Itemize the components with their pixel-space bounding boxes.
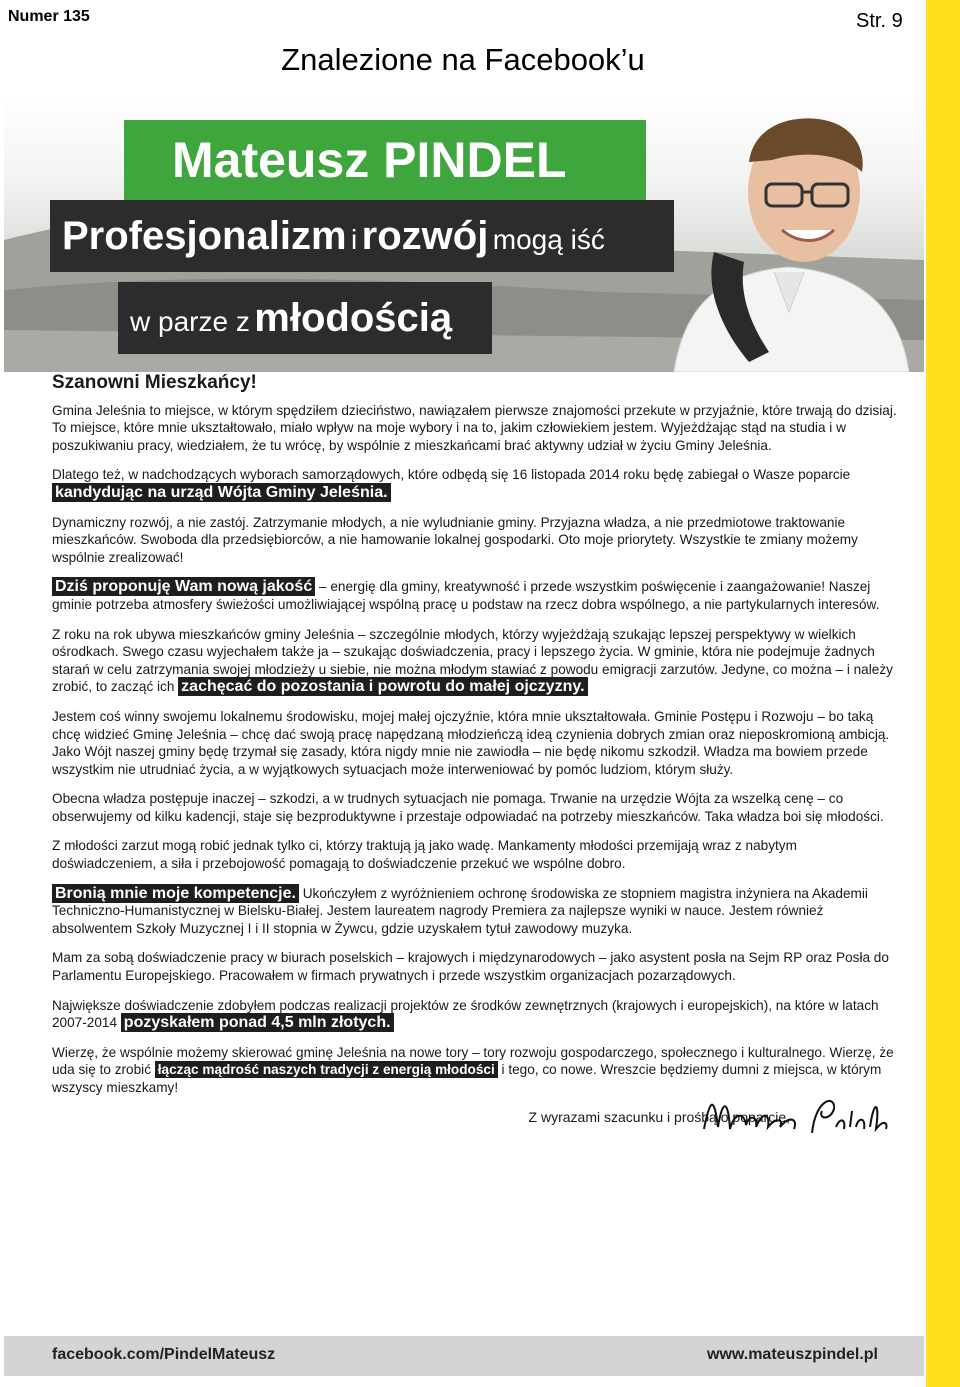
slogan-word-i: i xyxy=(350,224,358,255)
highlight-new-quality: Dziś proponuję Wam nową jakość xyxy=(52,577,315,596)
letter-greeting: Szanowni Mieszkańcy! xyxy=(52,372,257,393)
slogan-phrase-can-go: mogą iść xyxy=(492,224,605,255)
slogan-word-youth: młodością xyxy=(254,296,453,340)
paragraph-9-text: Ukończyłem z wyróżnieniem ochronę środowiska ze stopniem magistra inżyniera na Akademii Techniczno-Humanistycznej w Bielsku-Białej. Jestem laureatem nagrody Premiera za najlepsze wyniki w nauce. Jestem również absolwentem Szkoły Muzycznej I i II stopnia w Żywcu, gdzie uzyskałem tytuł zawodowy muzyka. xyxy=(52,885,868,936)
signoff-text: Z wyrazami szacunku i prośbą o poparcie, xyxy=(528,1108,790,1125)
slogan-line-2 xyxy=(118,282,492,354)
candidate-name-banner: Mateusz PINDEL xyxy=(124,120,646,200)
paragraph-1: Gmina Jeleśnia to miejsce, w którym spędziłem dzieciństwo, nawiązałem pierwsze znajomości przekute w przyjaźnie, które trwają do dzisiaj. To miejsce, które mnie ukształtowało, miało wpływ na moje wybory i na to, jakim człowiekiem jestem. Wyjeżdżając stąd na studia i w poszukiwaniu pracy, wiedziałem, że tu wrócę, by wspólnie z mieszkańcami brać aktywny udział w życiu Gminy Jeleśnia. xyxy=(52,402,897,453)
slogan-line-1 xyxy=(50,200,674,272)
website-link[interactable]: www.mateuszpindel.pl xyxy=(707,1346,878,1363)
highlight-encourage-return: zachęcać do pozostania i powrotu do małej ojczyzny. xyxy=(178,677,587,696)
paragraph-10: Mam za sobą doświadczenie pracy w biurach poselskich – krajowych i międzynarodowych – jako asystent posła na Sejm RP oraz Posła do Parlamentu Europejskiego. Pracowałem w firmach prywatnych i przede wszystkim organizacjach pozarządowych. xyxy=(52,950,889,984)
slogan-phrase-together-with: w parze z xyxy=(130,306,250,337)
paragraph-2 xyxy=(52,466,900,501)
paragraph-2-text: Dlatego też, w nadchodzących wyborach samorządowych, które odbędą się 16 listopada 2014 roku będę zabiegał o Wasze poparcie xyxy=(52,467,851,483)
highlight-funding: pozyskałem ponad 4,5 mln złotych. xyxy=(121,1013,394,1032)
highlight-tradition-energy: łącząc mądrość naszych tradycji z energią młodości xyxy=(155,1061,498,1078)
side-accent-bar xyxy=(926,0,960,1387)
page-headline: Znalezione na Facebook’u xyxy=(281,42,645,77)
letter-body xyxy=(52,374,900,1126)
paragraph-4-text: – energię dla gminy, kreatywność i przede wszystkim poświęcenie i zaangażowanie! Naszej gminie potrzeba atmosfery świeżości umożliwiającej wspólną pracę u podstaw na rzecz dobra wspólnego, a nie partykularnych interesów. xyxy=(52,579,880,612)
paragraph-9 xyxy=(52,885,900,938)
paragraph-6: Jestem coś winny swojemu lokalnemu środowisku, mojej małej ojczyźnie, która mnie ukształtowała. Gminie Postępu i Rozwoju – bo taką chcę widzieć Gminę Jeleśnia – chcę dać swoją pracę napędzaną młodzieńczą ideą czynienia dobrych zmian oraz nieposkromioną ambicją. Jako Wójt naszej gminy będę trzymał się zasady, która nigdy mnie nie zawiodła – nie będę nikomu szkodził. Władza ma bowiem przede wszystkim nie utrudniać życia, a w wyjątkowych sytuacjach może interweniować by pomóc ludziom, którym służy. xyxy=(52,708,890,777)
paragraph-11 xyxy=(52,997,900,1032)
paragraph-5-text: Z roku na rok ubywa mieszkańców gminy Jeleśnia – szczególnie młodych, którzy wyjeżdżają szukając lepszej perspektywy w wielkich ośrodkach. Swego czasu wyjechałem także ja – szukając doświadczenia, pracy i lepszego życia. W gminie, która nie podejmuje żadnych starań w celu zatrzymania swojej młodzieży u siebie, nie można młodym stawiać z powodu emigracji zarzutów. Jedyne, co można – i należy zrobić, to zacząć ich xyxy=(52,626,893,695)
paragraph-8: Z młodości zarzut mogą robić jednak tylko ci, którzy traktują ją jako wadę. Mankamenty młodości przemijają wraz z nabytym doświadczeniem, a siła i przebojowość pomagają to doświadczenie przekuć we wspólne dobro. xyxy=(52,838,797,872)
flyer-hero xyxy=(4,96,924,372)
highlight-competences: Bronią mnie moje kompetencje. xyxy=(52,884,299,903)
paragraph-4 xyxy=(52,578,900,613)
candidate-portrait xyxy=(654,102,924,372)
paragraph-11-text: Największe doświadczenie zdobyłem podczas realizacji projektów ze środków zewnętrznych (krajowych i europejskich), na które w latach 2007-2014 xyxy=(52,997,879,1031)
slogan-word-professionalism: Profesjonalizm xyxy=(62,214,347,258)
facebook-link[interactable]: facebook.com/PindelMateusz xyxy=(52,1346,276,1363)
highlight-candidacy: kandydując na urząd Wójta Gminy Jeleśnia. xyxy=(52,483,391,502)
page-number: Str. 9 xyxy=(856,10,903,32)
handwritten-signature xyxy=(700,1089,890,1141)
slogan-word-development: rozwój xyxy=(361,214,489,258)
paragraph-7: Obecna władza postępuje inaczej – szkodzi, a w trudnych sytuacjach nie pomaga. Trwanie na urzędzie Wójta za wszelką cenę – co obserwujemy od kilku kadencji, staje się bezproduktywne i przestaje odpowiadać na potrzeby mieszkańców. Taka władza boi się młodości. xyxy=(52,791,884,824)
election-flyer xyxy=(4,96,924,1380)
letter-signoff xyxy=(52,1109,900,1127)
paragraph-12-text-a: Wierzę, że wspólnie możemy skierować gminę Jeleśnia na nowe tory – tory rozwoju gospodarczego, społecznego i kulturalnego. Wierzę, że uda się to zrobić xyxy=(52,1044,894,1078)
paragraph-5 xyxy=(52,626,900,696)
paragraph-3: Dynamiczny rozwój, a nie zastój. Zatrzymanie młodych, a nie wyludnianie gminy. Przyjazna władza, a nie przedmiotowe traktowanie mieszkańców. Swoboda dla przedsiębiorców, a nie hamowanie lokalnej gospodarki. Oto moje priorytety. Wszystkie te zmiany możemy wspólnie zrealizować! xyxy=(52,514,858,565)
flyer-footer xyxy=(4,1336,924,1376)
paragraph-12-text-b: i tego, co nowe. Wreszcie będziemy dumni z miejsca, w którym wszyscy mieszkamy! xyxy=(52,1062,882,1095)
issue-number: Numer 135 xyxy=(8,8,90,25)
